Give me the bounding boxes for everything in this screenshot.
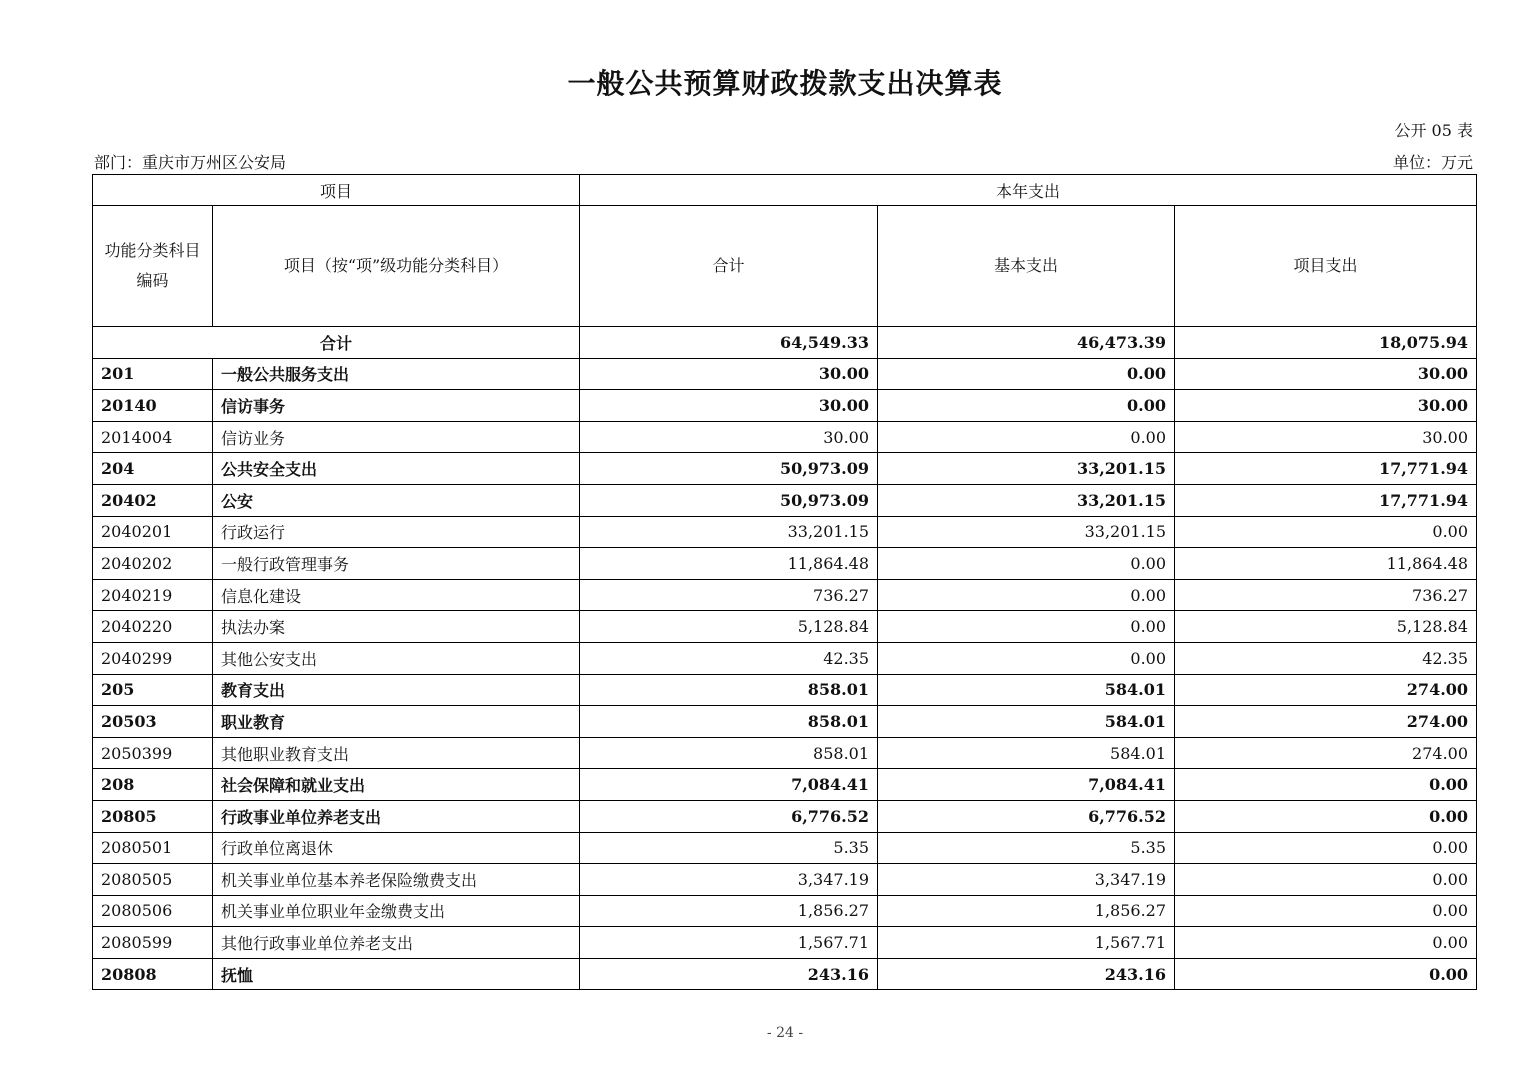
row-project: 17,771.94: [1175, 484, 1477, 516]
row-project: 11,864.48: [1175, 548, 1477, 580]
table-row: [93, 927, 1477, 959]
row-basic: 243.16: [878, 958, 1175, 990]
row-project: 0.00: [1175, 895, 1477, 927]
row-project: 30.00: [1175, 421, 1477, 453]
row-project: 736.27: [1175, 579, 1477, 611]
row-code: 20808: [93, 958, 213, 990]
row-total: 736.27: [580, 579, 878, 611]
row-total: 858.01: [580, 674, 878, 706]
form-number: 公开 05 表: [1394, 121, 1473, 140]
row-name: 公共安全支出: [213, 453, 580, 485]
row-total: 3,347.19: [580, 864, 878, 896]
table-row: [93, 516, 1477, 548]
table-row: [93, 769, 1477, 801]
header-project-group: 项目: [93, 175, 580, 206]
table-row: [93, 453, 1477, 485]
header-basic: 基本支出: [878, 206, 1175, 327]
summary-row: [93, 327, 1477, 359]
header-code: 功能分类科目编码: [93, 206, 213, 327]
header-total: 合计: [580, 206, 878, 327]
row-name: 公安: [213, 484, 580, 516]
row-project: 274.00: [1175, 706, 1477, 738]
summary-label: 合计: [93, 327, 580, 359]
row-basic: 584.01: [878, 674, 1175, 706]
table-row: [93, 800, 1477, 832]
page-number: - 24 -: [766, 1025, 804, 1041]
row-basic: 3,347.19: [878, 864, 1175, 896]
row-project: 0.00: [1175, 864, 1477, 896]
row-total: 50,973.09: [580, 484, 878, 516]
row-code: 20805: [93, 800, 213, 832]
row-name: 行政单位离退休: [213, 832, 580, 864]
row-project: 17,771.94: [1175, 453, 1477, 485]
row-code: 2040202: [93, 548, 213, 580]
row-project: 30.00: [1175, 390, 1477, 422]
page-title: 一般公共预算财政拨款支出决算表: [567, 67, 1003, 100]
table-row: [93, 579, 1477, 611]
row-name: 机关事业单位职业年金缴费支出: [213, 895, 580, 927]
row-basic: 1,567.71: [878, 927, 1175, 959]
row-basic: 584.01: [878, 706, 1175, 738]
row-name: 行政运行: [213, 516, 580, 548]
row-basic: 6,776.52: [878, 800, 1175, 832]
row-project: 274.00: [1175, 737, 1477, 769]
row-code: 2040299: [93, 642, 213, 674]
row-total: 858.01: [580, 737, 878, 769]
department-label: 部门：重庆市万州区公安局: [94, 153, 287, 172]
expenditure-table: [92, 174, 1477, 990]
table-row: [93, 358, 1477, 390]
row-total: 243.16: [580, 958, 878, 990]
table-row: [93, 674, 1477, 706]
summary-total: 64,549.33: [580, 327, 878, 359]
row-basic: 0.00: [878, 642, 1175, 674]
row-name: 其他公安支出: [213, 642, 580, 674]
row-name: 其他职业教育支出: [213, 737, 580, 769]
row-name: 行政事业单位养老支出: [213, 800, 580, 832]
header-name: 项目（按“项”级功能分类科目）: [213, 206, 580, 327]
table-row: [93, 390, 1477, 422]
row-name: 机关事业单位基本养老保险缴费支出: [213, 864, 580, 896]
summary-basic: 46,473.39: [878, 327, 1175, 359]
row-code: 20140: [93, 390, 213, 422]
row-code: 2040219: [93, 579, 213, 611]
row-name: 一般公共服务支出: [213, 358, 580, 390]
table-row: [93, 895, 1477, 927]
row-total: 858.01: [580, 706, 878, 738]
row-total: 33,201.15: [580, 516, 878, 548]
row-basic: 5.35: [878, 832, 1175, 864]
table-row: [93, 548, 1477, 580]
row-name: 信访业务: [213, 421, 580, 453]
row-code: 205: [93, 674, 213, 706]
row-project: 5,128.84: [1175, 611, 1477, 643]
table-row: [93, 706, 1477, 738]
table-row: [93, 421, 1477, 453]
row-total: 30.00: [580, 358, 878, 390]
table-row: [93, 484, 1477, 516]
header-project: 项目支出: [1175, 206, 1477, 327]
row-basic: 0.00: [878, 358, 1175, 390]
row-code: 2080505: [93, 864, 213, 896]
row-project: 0.00: [1175, 927, 1477, 959]
row-basic: 1,856.27: [878, 895, 1175, 927]
row-name: 抚恤: [213, 958, 580, 990]
row-code: 2014004: [93, 421, 213, 453]
table-row: [93, 642, 1477, 674]
row-basic: 0.00: [878, 611, 1175, 643]
row-basic: 33,201.15: [878, 516, 1175, 548]
row-project: 0.00: [1175, 800, 1477, 832]
row-project: 0.00: [1175, 958, 1477, 990]
row-total: 7,084.41: [580, 769, 878, 801]
row-project: 30.00: [1175, 358, 1477, 390]
table-row: [93, 832, 1477, 864]
row-project: 0.00: [1175, 769, 1477, 801]
row-code: 20503: [93, 706, 213, 738]
row-total: 1,856.27: [580, 895, 878, 927]
row-total: 6,776.52: [580, 800, 878, 832]
row-total: 1,567.71: [580, 927, 878, 959]
row-total: 11,864.48: [580, 548, 878, 580]
row-basic: 584.01: [878, 737, 1175, 769]
row-code: 201: [93, 358, 213, 390]
row-name: 一般行政管理事务: [213, 548, 580, 580]
row-basic: 0.00: [878, 579, 1175, 611]
row-code: 208: [93, 769, 213, 801]
summary-project: 18,075.94: [1175, 327, 1477, 359]
row-project: 274.00: [1175, 674, 1477, 706]
table-row: [93, 864, 1477, 896]
header-row-group: [93, 175, 1477, 206]
row-project: 0.00: [1175, 832, 1477, 864]
row-basic: 0.00: [878, 390, 1175, 422]
row-project: 0.00: [1175, 516, 1477, 548]
row-total: 5.35: [580, 832, 878, 864]
row-total: 5,128.84: [580, 611, 878, 643]
row-name: 教育支出: [213, 674, 580, 706]
row-code: 20402: [93, 484, 213, 516]
row-total: 30.00: [580, 390, 878, 422]
row-total: 30.00: [580, 421, 878, 453]
row-code: 2080599: [93, 927, 213, 959]
row-total: 50,973.09: [580, 453, 878, 485]
row-code: 2080506: [93, 895, 213, 927]
row-total: 42.35: [580, 642, 878, 674]
row-code: 2050399: [93, 737, 213, 769]
table-row: [93, 611, 1477, 643]
unit-label: 单位：万元: [1392, 153, 1473, 172]
row-name: 执法办案: [213, 611, 580, 643]
table-row: [93, 737, 1477, 769]
row-basic: 0.00: [878, 421, 1175, 453]
table-row: [93, 958, 1477, 990]
row-name: 信息化建设: [213, 579, 580, 611]
header-row-columns: [93, 206, 1477, 327]
row-name: 职业教育: [213, 706, 580, 738]
row-project: 42.35: [1175, 642, 1477, 674]
row-basic: 33,201.15: [878, 484, 1175, 516]
header-expenditure-group: 本年支出: [580, 175, 1477, 206]
row-basic: 0.00: [878, 548, 1175, 580]
row-name: 社会保障和就业支出: [213, 769, 580, 801]
row-basic: 7,084.41: [878, 769, 1175, 801]
row-name: 其他行政事业单位养老支出: [213, 927, 580, 959]
row-code: 204: [93, 453, 213, 485]
row-code: 2080501: [93, 832, 213, 864]
row-code: 2040201: [93, 516, 213, 548]
row-code: 2040220: [93, 611, 213, 643]
row-basic: 33,201.15: [878, 453, 1175, 485]
row-name: 信访事务: [213, 390, 580, 422]
